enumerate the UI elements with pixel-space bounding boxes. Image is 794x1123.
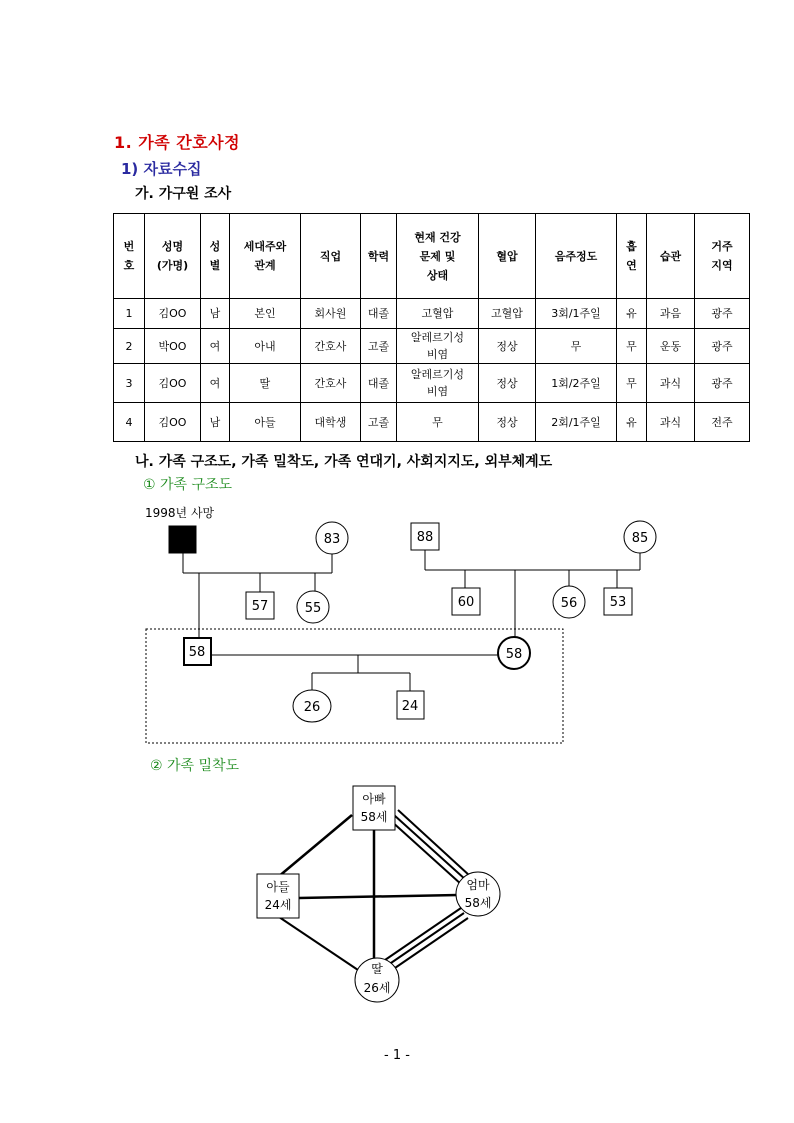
genogram xyxy=(145,505,656,743)
table-cell: 3회/1주일 xyxy=(536,299,617,329)
table-cell: 간호사 xyxy=(301,329,361,364)
column-header-text: 상태 xyxy=(426,268,449,282)
table-cell: 전주 xyxy=(695,403,750,442)
subsection-heading-data-collection: 1) 자료수집 xyxy=(121,160,202,178)
section-heading-family-assessment: 1. 가족 간호사정 xyxy=(114,133,241,152)
maternal-uncle2-age: 53 xyxy=(609,595,627,610)
father-label: 아빠 xyxy=(362,792,386,806)
table-cell: 무 xyxy=(536,329,617,364)
son-label: 아들 xyxy=(266,880,290,894)
column-header-text: 세대주와 xyxy=(243,240,287,253)
table-cell: 2회/1주일 xyxy=(536,403,617,442)
column-header-text: 지역 xyxy=(711,259,733,272)
table-cell: 광주 xyxy=(695,299,750,329)
table-cell: 과식 xyxy=(647,364,695,403)
table-cell: 여 xyxy=(201,364,230,403)
table-cell: 3 xyxy=(114,364,145,403)
table-cell: 과음 xyxy=(647,299,695,329)
table-cell: 남 xyxy=(201,299,230,329)
paternal-aunt-age: 55 xyxy=(304,601,322,616)
table-cell: 여 xyxy=(201,329,230,364)
deceased-grandfather-square xyxy=(169,526,196,553)
table-cell: 정상 xyxy=(479,403,536,442)
maternal-grandmother-age: 85 xyxy=(631,531,649,546)
son-age-label: 24세 xyxy=(264,898,292,912)
maternal-aunt-age: 56 xyxy=(560,596,578,611)
table-cell: 정상 xyxy=(479,364,536,403)
table-cell: 김OO xyxy=(145,299,201,329)
table-cell: 2 xyxy=(114,329,145,364)
father-age-label: 58세 xyxy=(360,810,388,824)
closeness-heading: ② 가족 밀착도 xyxy=(150,758,240,774)
table-cell: 고혈압 xyxy=(397,299,479,329)
table-cell: 무 xyxy=(617,329,647,364)
table-cell: 딸 xyxy=(230,364,301,403)
table-cell: 대졸 xyxy=(361,364,397,403)
table-cell: 무 xyxy=(397,403,479,442)
column-header-text: 별 xyxy=(209,259,221,272)
paternal-uncle-age: 57 xyxy=(251,599,269,614)
column-header-text: 습관 xyxy=(659,249,682,263)
table-cell: 간호사 xyxy=(301,364,361,403)
daughter-label: 딸 xyxy=(371,962,383,976)
death-note: 1998년 사망 xyxy=(145,506,215,520)
table-cell: 남 xyxy=(201,403,230,442)
column-header-text: 성명 xyxy=(161,240,184,253)
table-cell: 과식 xyxy=(647,403,695,442)
table-cell: 유 xyxy=(617,403,647,442)
table-cell: 김OO xyxy=(145,364,201,403)
column-header-text: 혈압 xyxy=(496,249,518,263)
maternal-uncle-age: 60 xyxy=(457,595,475,610)
daughter-age: 26 xyxy=(303,700,321,715)
table-cell: 대졸 xyxy=(361,299,397,329)
column-header-text: 직업 xyxy=(319,249,342,263)
table-cell: 아들 xyxy=(230,403,301,442)
table-cell: 광주 xyxy=(695,329,750,364)
subsection-heading-family-diagrams: 나. 가족 구조도, 가족 밀착도, 가족 연대기, 사회지지도, 외부체계도 xyxy=(135,454,553,470)
table-cell: 유 xyxy=(617,299,647,329)
column-header-text: 번 xyxy=(123,240,135,253)
table-cell: 고졸 xyxy=(361,329,397,364)
mother-age: 58 xyxy=(505,647,523,662)
table-cell: 정상 xyxy=(479,329,536,364)
maternal-grandfather-age: 88 xyxy=(416,530,434,545)
column-header-text: 현재 건강 xyxy=(414,230,461,244)
table-cell: 알레르기성 비염 xyxy=(397,329,479,364)
table-cell: 1 xyxy=(114,299,145,329)
table-cell: 박OO xyxy=(145,329,201,364)
mother-label: 엄마 xyxy=(466,878,490,892)
page-number: - 1 - xyxy=(384,1048,410,1063)
mother-age-label: 58세 xyxy=(464,896,492,910)
column-header-text: (가명) xyxy=(156,259,189,272)
table-cell: 대학생 xyxy=(301,403,361,442)
column-header-text: 호 xyxy=(123,259,135,272)
table-cell: 김OO xyxy=(145,403,201,442)
column-header-text: 흡 xyxy=(626,240,637,253)
table-cell: 4 xyxy=(114,403,145,442)
paternal-grandmother-age: 83 xyxy=(323,532,341,547)
table-cell: 고혈압 xyxy=(479,299,536,329)
table-cell: 운동 xyxy=(647,329,695,364)
daughter-age-label: 26세 xyxy=(363,981,391,995)
table-cell: 본인 xyxy=(230,299,301,329)
genogram-heading: ① 가족 구조도 xyxy=(143,477,233,493)
table-cell: 고졸 xyxy=(361,403,397,442)
table-cell: 회사원 xyxy=(301,299,361,329)
son-age: 24 xyxy=(401,699,419,714)
father-age: 58 xyxy=(188,645,206,660)
column-header-text: 성 xyxy=(209,240,221,253)
column-header-text: 거주 xyxy=(711,240,733,253)
table-cell: 아내 xyxy=(230,329,301,364)
table-cell: 알레르기성 비염 xyxy=(397,364,479,403)
column-header-text: 음주정도 xyxy=(554,249,598,263)
table-cell: 무 xyxy=(617,364,647,403)
column-header-text: 관계 xyxy=(254,259,276,272)
column-header-text: 문제 및 xyxy=(419,249,456,263)
table-cell: 광주 xyxy=(695,364,750,403)
column-header-text: 학력 xyxy=(367,249,390,263)
table-cell: 1회/2주일 xyxy=(536,364,617,403)
closeness-diagram xyxy=(257,786,500,1002)
subsection-heading-household-survey: 가. 가구원 조사 xyxy=(135,186,232,202)
column-header-text: 연 xyxy=(626,259,637,272)
